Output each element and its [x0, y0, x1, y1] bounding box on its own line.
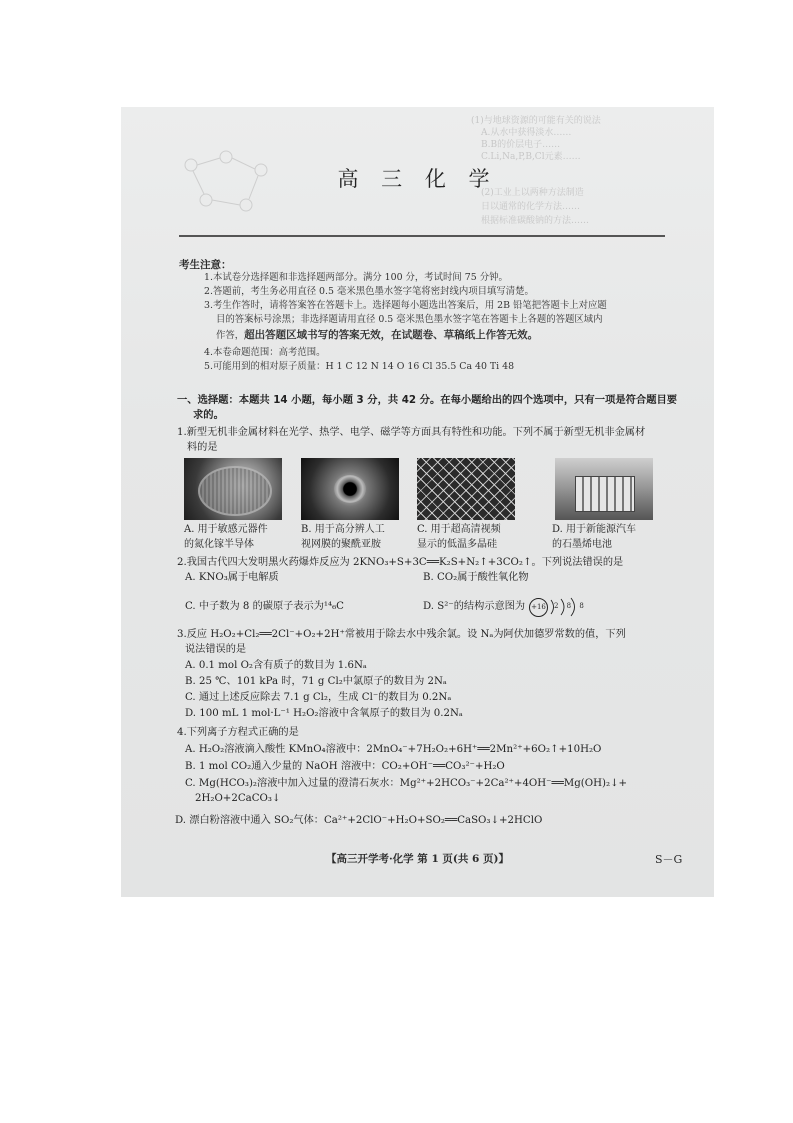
q1-option-d — [552, 522, 657, 552]
q1-option-b — [301, 522, 406, 552]
photo-polysilicon-display — [417, 458, 515, 520]
notice-item: 1.本试卷分选择题和非选择题两部分。满分 100 分，考试时间 75 分钟。 — [204, 272, 508, 283]
shell-electron-counts: 2 8 8 — [554, 602, 587, 610]
q3-stem-cont: 说法错误的是 — [185, 644, 247, 655]
caption-line: A. 用于敏感元器件 — [184, 524, 268, 535]
photo-graphene-battery — [555, 458, 653, 520]
notice-item: 5.可能用到的相对原子质量：H 1 C 12 N 14 O 16 Cl 35.5 Ca 40 Ti 48 — [204, 361, 515, 372]
caption-line: B. 用于高分辨人工 — [301, 524, 385, 535]
bleed-text: 根据标准碳酸钠的方法…… — [481, 216, 590, 226]
bleed-text: A.从水中获得淡水…… — [481, 128, 572, 138]
bleed-text: (2)工业上以两种方法制造 — [481, 188, 584, 198]
notice-item-lead: 作答， — [216, 330, 245, 341]
sulfide-ion-structure-diagram — [529, 597, 601, 617]
q1-option-a — [184, 522, 289, 552]
q4-option-a: A. H₂O₂溶液滴入酸性 KMnO₄溶液中：2MnO₄⁻+7H₂O₂+6H⁺══2Mn²⁺+6O₂↑+10H₂O — [185, 744, 602, 755]
notice-heading: 考生注意： — [179, 259, 232, 271]
q4-stem: 4.下列离子方程式正确的是 — [177, 727, 299, 738]
q1-stem-cont: 料的是 — [187, 442, 218, 453]
q4-option-c-cont: 2H₂O+2CaCO₃↓ — [195, 793, 281, 804]
caption-line: 显示的低温多晶硅 — [417, 539, 497, 550]
q3-option-a: A. 0.1 mol O₂含有质子的数目为 1.6Nₐ — [185, 660, 367, 671]
q3-option-b: B. 25 ℃、101 kPa 时，71 g Cl₂中氯原子的数目为 2Nₐ — [185, 676, 447, 687]
caption-line: C. 用于超高清视频 — [417, 524, 501, 535]
nucleus-label: +16 — [529, 598, 548, 617]
q4-option-c: C. Mg(HCO₃)₂溶液中加入过量的澄清石灰水：Mg²⁺+2HCO₃⁻+2Ca²⁺+4OH⁻══Mg(OH)₂↓+ — [185, 778, 628, 789]
q2-option-c: C. 中子数为 8 的碳原子表示为¹⁴₆C — [185, 601, 344, 612]
page-footer: 【高三开学考·化学 第 1 页(共 6 页)】 — [326, 853, 509, 865]
q2-option-b: B. CO₂属于酸性氧化物 — [423, 572, 529, 583]
notice-item-emphasis: 超出答题区域书写的答案无效，在试题卷、草稿纸上作答无效。 — [244, 329, 539, 341]
q3-option-c: C. 通过上述反应除去 7.1 g Cl₂，生成 Cl⁻的数目为 0.2Nₐ — [185, 692, 452, 703]
q1-stem: 1.新型无机非金属材料在光学、热学、电学、磁学等方面具有特性和功能。下列不属于新型无机非金属材 — [177, 427, 646, 438]
q2-stem: 2.我国古代四大发明黑火药爆炸反应为 2KNO₃+S+3C══K₂S+N₂↑+3CO₂↑。下列说法错误的是 — [177, 557, 624, 568]
bleed-text: 日以通常的化学方法…… — [481, 202, 581, 212]
q4-option-d: D. 漂白粉溶液中通入 SO₂气体：Ca²⁺+2ClO⁻+H₂O+SO₂══CaSO₃↓+2HClO — [175, 815, 543, 826]
title-divider — [179, 235, 665, 237]
caption-line: 的石墨烯电池 — [552, 539, 612, 550]
notice-item: 4.本卷命题范围：高考范围。 — [204, 347, 326, 358]
photo-eye-retina — [301, 458, 399, 520]
q2-option-a: A. KNO₃属于电解质 — [185, 572, 279, 583]
photo-gan-wafer — [184, 458, 282, 520]
notice-item: 2.答题前，考生务必用直径 0.5 毫米黑色墨水签字笔将密封线内项目填写清楚。 — [204, 286, 534, 297]
paper-code: S－G — [655, 853, 683, 866]
bleed-text: C.Li,Na,P,B,Cl元素…… — [481, 152, 581, 162]
notice-item — [216, 328, 538, 343]
q3-stem: 3.反应 H₂O₂+Cl₂══2Cl⁻+O₂+2H⁺常被用于除去水中残余氯。设 Nₐ为阿伏加德罗常数的值，下列 — [177, 629, 626, 640]
notice-item: 3.考生作答时，请将答案答在答题卡上。选择题每小题选出答案后，用 2B 铅笔把答题卡上对应题 — [204, 300, 607, 311]
caption-line: 视网膜的聚酰亚胺 — [301, 539, 381, 550]
q2-option-d: D. S²⁻的结构示意图为 — [423, 601, 526, 612]
exam-paper — [121, 107, 714, 897]
q3-option-d: D. 100 mL 1 mol·L⁻¹ H₂O₂溶液中含氧原子的数目为 0.2Nₐ — [185, 708, 463, 719]
q1-option-c — [417, 522, 522, 552]
caption-line: 的氮化镓半导体 — [184, 539, 254, 550]
caption-line: D. 用于新能源汽车 — [552, 524, 637, 535]
bleed-text: (1)与地球资源的可能有关的说法 — [471, 116, 601, 126]
q4-option-b: B. 1 mol CO₂通入少量的 NaOH 溶液中：CO₂+OH⁻══CO₃²⁻+H₂O — [185, 761, 505, 772]
bleed-text: B.B的价层电子…… — [481, 140, 561, 150]
section-heading-cont: 求的。 — [193, 409, 224, 421]
notice-item: 目的答案标号涂黑；非选择题请用直径 0.5 毫米黑色墨水签字笔在答题卡上各题的答题区域内 — [216, 314, 603, 325]
section-heading: 一、选择题：本题共 14 小题，每小题 3 分，共 42 分。在每小题给出的四个选项中，只有一项是符合题目要 — [177, 394, 678, 406]
page-title: 高 三 化 学 — [337, 167, 498, 191]
